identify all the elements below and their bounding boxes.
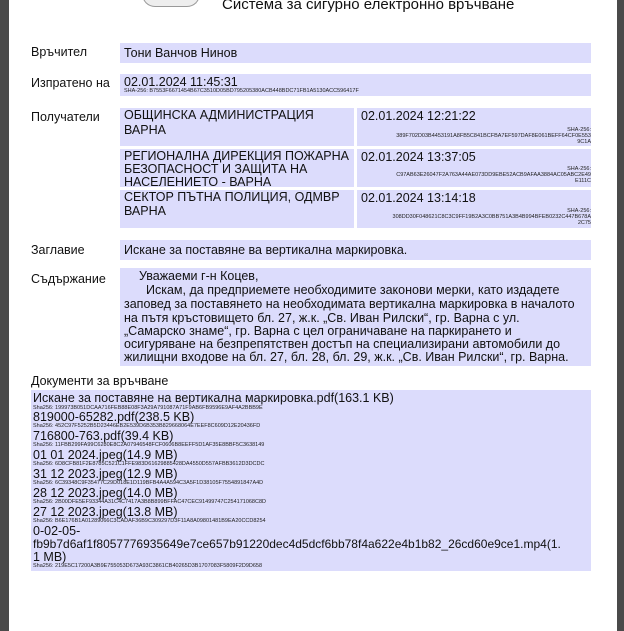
page-edge-left	[0, 0, 9, 631]
document-8-hash: Sha256: 219E5C17200A3B9E755053D673A93C3861CB40265D3B1707083F5809F2D9D658	[33, 563, 263, 569]
content-line-7: жилищни входове на бл. 27, бл. 28, бл. 29, ж.к. „Св. Иван Рилски“, гр. Варна.	[124, 350, 569, 364]
document-7-hash: Sha256: B6E176B1A01289066C3CADAF36B9C309297D3F11A8A09801481B9EA20CCD8254	[33, 518, 266, 524]
sender-value: Тони Ванчов Нинов	[124, 46, 238, 60]
sent-hash: SHA-256: B7553F6671454B67C3510D05BD795205380ACB448BDC71FB1A5130ACC596417F	[124, 88, 359, 94]
recipient-3-name-line-1: СЕКТОР ПЪТНА ПОЛИЦИЯ, ОДМВР	[124, 190, 340, 204]
content-label: Съдържание	[31, 272, 106, 286]
recipient-3-hash-line-2: 2C75	[577, 220, 591, 226]
sent-datetime: 02.01.2024 11:45:31	[124, 75, 238, 89]
document-3-hash: Sha256: 11FBB299FA99C6280E8C2A07946548FCF0606B8EEFF5D1AF35E8BBF5C3638149	[33, 442, 265, 448]
sender-label: Връчител	[31, 45, 88, 59]
document-1-hash: Sha256: 199973B051DCAA716FEB88E08F3A29A791087A71F9AB6FB9596E9AF4A2BBB9E	[33, 405, 263, 411]
subject-label: Заглавие	[31, 243, 85, 257]
recipient-1-name-line-2: ВАРНА	[124, 123, 166, 137]
recipient-3-hash-label: SHA-256:	[567, 208, 591, 214]
document-1-name: Искане за поставяне на вертикална маркировка.pdf(163.1 KB)	[33, 391, 394, 405]
content-line-4: на пътя кръстовището бл. 27, ж.к. „Св. Иван Рилски“, гр. Варна с ул.	[124, 311, 520, 325]
document-2-hash: Sha256: 452C97F5252B5D23446EB2E539D6B353B829668064E7EEF8C609D12E20436FD	[33, 423, 261, 429]
content-line-6: осигуряване на безпрепятствен достъп на специализирани автомобили до	[124, 337, 561, 351]
document-4-hash: Sha256: 6D8CFB81F2E8785C521C1FFE983D61629885428DA4550D557AFBB3612D3DCDC	[33, 461, 265, 467]
recipient-2-hash-line-2: E111C	[574, 178, 591, 184]
recipient-2-hash-label: SHA-256:	[567, 166, 591, 172]
documents-label: Документи за връчване	[31, 374, 169, 388]
recipient-2-hash-line-1: C97AB63E26047F2A763A44AE073DD9EBE52ACB9AFAA3884AC05ABC2E49	[396, 172, 591, 178]
recipient-1-datetime: 02.01.2024 12:21:22	[361, 109, 476, 123]
content-line-1: Уважаеми г-н Коцев,	[139, 269, 259, 283]
recipient-3-datetime: 02.01.2024 13:14:18	[361, 191, 476, 205]
recipients-label: Получатели	[31, 110, 100, 124]
document-4-name: 01 01 2024.jpeg(14.9 MB)	[33, 448, 178, 462]
document-6-name: 28 12 2023.jpeg(14.0 MB)	[33, 486, 178, 500]
document-8-name-line-2: fb9b7d6af1f8057776935649e7ce657b91220dec4d5dcf6bb78f4a622e4b1b82_26cd60e9ce1.mp4(1.	[33, 537, 561, 551]
recipient-1-hash-line-1: 389F702D03B4453191A8FB5C841BCFBA7EF597DAF8E061BEFF64CF0E553	[396, 133, 591, 139]
document-2-name: 819000-65282.pdf(238.5 KB)	[33, 410, 195, 424]
page-edge-right	[617, 0, 624, 631]
header-title: Система за сигурно електронно връчване	[222, 0, 515, 13]
recipient-2-name-line-1: РЕГИОНАЛНА ДИРЕКЦИЯ ПОЖАРНА	[124, 149, 349, 163]
content-line-2: Искам, да предприемете необходимите законови мерки, като издадете	[146, 283, 560, 297]
content-line-5: „Самарско знаме“, гр. Варна с цел ограничаване на паркирането и	[124, 324, 512, 338]
coat-of-arms-emblem	[142, 0, 200, 7]
document-7-name: 27 12 2023.jpeg(13.8 MB)	[33, 505, 178, 519]
document-5-name: 31 12 2023.jpeg(12.9 MB)	[33, 467, 178, 481]
recipient-1-hash-label: SHA-256:	[567, 127, 591, 133]
sent-label: Изпратено на	[31, 76, 110, 90]
recipient-2-name-line-3: НАСЕЛЕНИЕТО - ВАРНА	[124, 175, 272, 189]
subject-value: Искане за поставяне ва вертикална маркировка.	[124, 243, 408, 257]
recipient-3-hash-line-1: 308DD30F048621C8C3C9FF19B2A3C0BB751A3B4B994BFEB0232C447B678A	[392, 214, 591, 220]
document-8-name-line-1: 0-02-05-	[33, 524, 81, 538]
recipient-1-hash-line-2: 9C1A	[577, 139, 591, 145]
recipient-2-datetime: 02.01.2024 13:37:05	[361, 150, 476, 164]
content-line-3: заповед за поставянето на необходимата вертикална маркировка в началото	[124, 297, 575, 311]
recipient-2-name-line-2: БЕЗОПАСНОСТ И ЗАЩИТА НА	[124, 162, 308, 176]
document-3-name: 716800-763.pdf(39.4 KB)	[33, 429, 174, 443]
document-5-hash: Sha256: 6C39348C9F35477C29D018E1D119BFB4A4A594C3A5F1D38105F7554891847A4D	[33, 480, 264, 486]
document-8-name-line-3: 1 MB)	[33, 550, 67, 564]
document-6-hash: Sha256: 2B00DFE5EF93344A31C4C7417A3B8B899BFFAC47CEC91499747C254171068C8D	[33, 499, 266, 505]
recipient-1-name-line-1: ОБЩИНСКА АДМИНИСТРАЦИЯ	[124, 108, 314, 122]
recipient-3-name-line-2: ВАРНА	[124, 204, 166, 218]
